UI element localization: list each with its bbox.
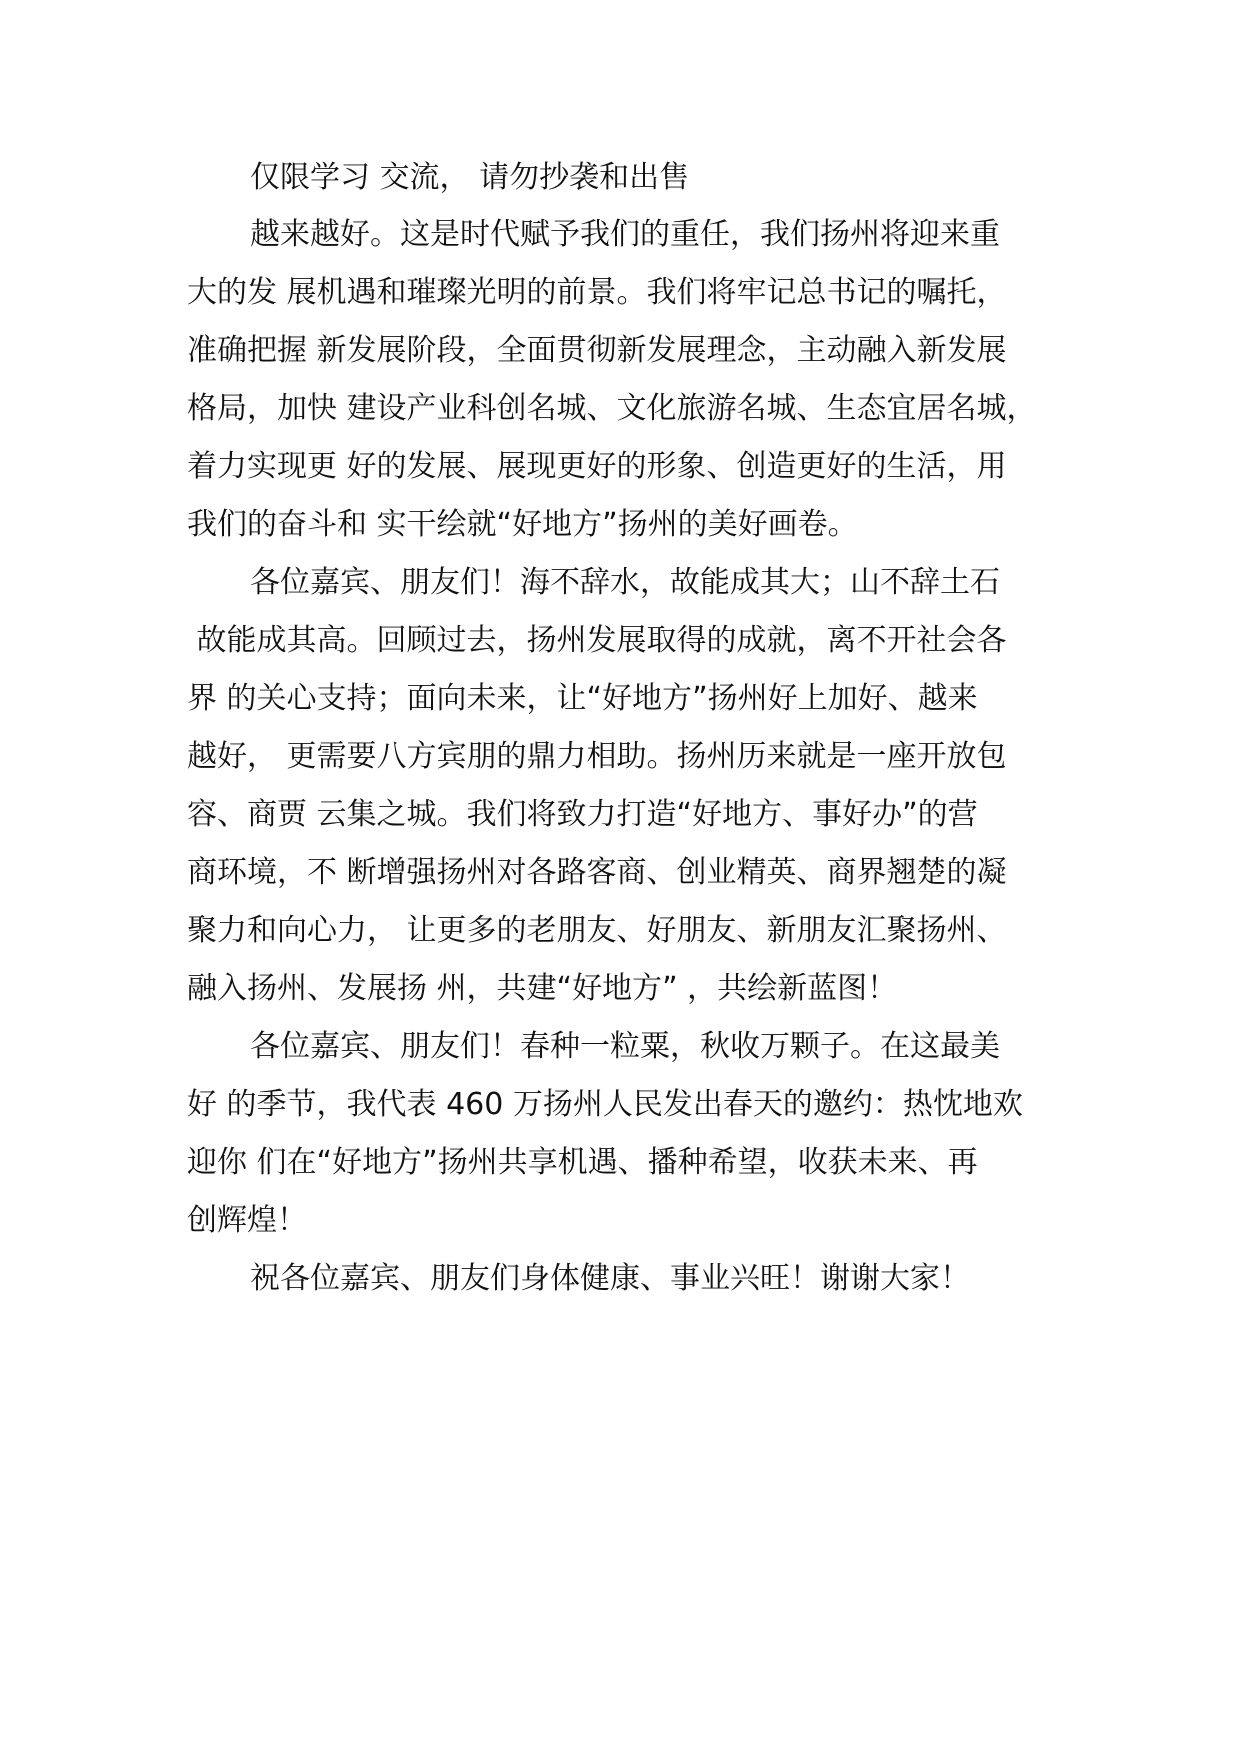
text-line: 越来越好。这是时代赋予我们的重任，我们扬州将迎来重	[250, 217, 1000, 252]
text-line: 好 的季节，我代表 460 万扬州人民发出春天的邀约：热忱地欢	[187, 1087, 1023, 1122]
text-line: 格局，加快 建设产业科创名城、文化旅游名城、生态宜居名城，	[187, 391, 1037, 426]
text-line: 迎你 们在“好地方”扬州共享机遇、播种希望，收获未来、再	[187, 1145, 978, 1180]
text-line: 准确把握 新发展阶段，全面贯彻新发展理念，主动融入新发展	[187, 333, 1007, 368]
text-line: 界 的关心支持；面向未来，让“好地方”扬州好上加好、越来	[187, 681, 978, 716]
text-line: 祝各位嘉宾、朋友们身体健康、事业兴旺！谢谢大家！	[250, 1261, 970, 1296]
text-line: 创辉煌！	[187, 1203, 307, 1238]
text-line: 商环境，不 断增强扬州对各路客商、创业精英、商界翘楚的凝	[187, 855, 1007, 890]
text-line: 我们的奋斗和 实干绘就“好地方”扬州的美好画卷。	[187, 507, 858, 542]
text-line: 大的发 展机遇和璀璨光明的前景。我们将牢记总书记的嘱托，	[187, 275, 1007, 310]
text-line: 聚力和向心力， 让更多的老朋友、好朋友、新朋友汇聚扬州、	[187, 913, 1007, 948]
text-line: 各位嘉宾、朋友们！春种一粒粟，秋收万颗子。在这最美	[250, 1029, 1000, 1064]
text-line: 故能成其高。回顾过去，扬州发展取得的成就，离不开社会各	[187, 623, 1007, 658]
text-line: 融入扬州、发展扬 州，共建“好地方” ，共绘新蓝图！	[187, 971, 898, 1006]
text-line: 越好， 更需要八方宾朋的鼎力相助。扬州历来就是一座开放包	[187, 739, 1007, 774]
text-line: 各位嘉宾、朋友们！海不辞水，故能成其大；山不辞土石	[250, 565, 1000, 600]
notice-line: 仅限学习 交流， 请勿抄袭和出售	[250, 160, 690, 195]
text-line: 容、商贾 云集之城。我们将致力打造“好地方、事好办”的营	[187, 797, 978, 832]
text-line: 着力实现更 好的发展、展现更好的形象、创造更好的生活，用	[187, 449, 1007, 484]
